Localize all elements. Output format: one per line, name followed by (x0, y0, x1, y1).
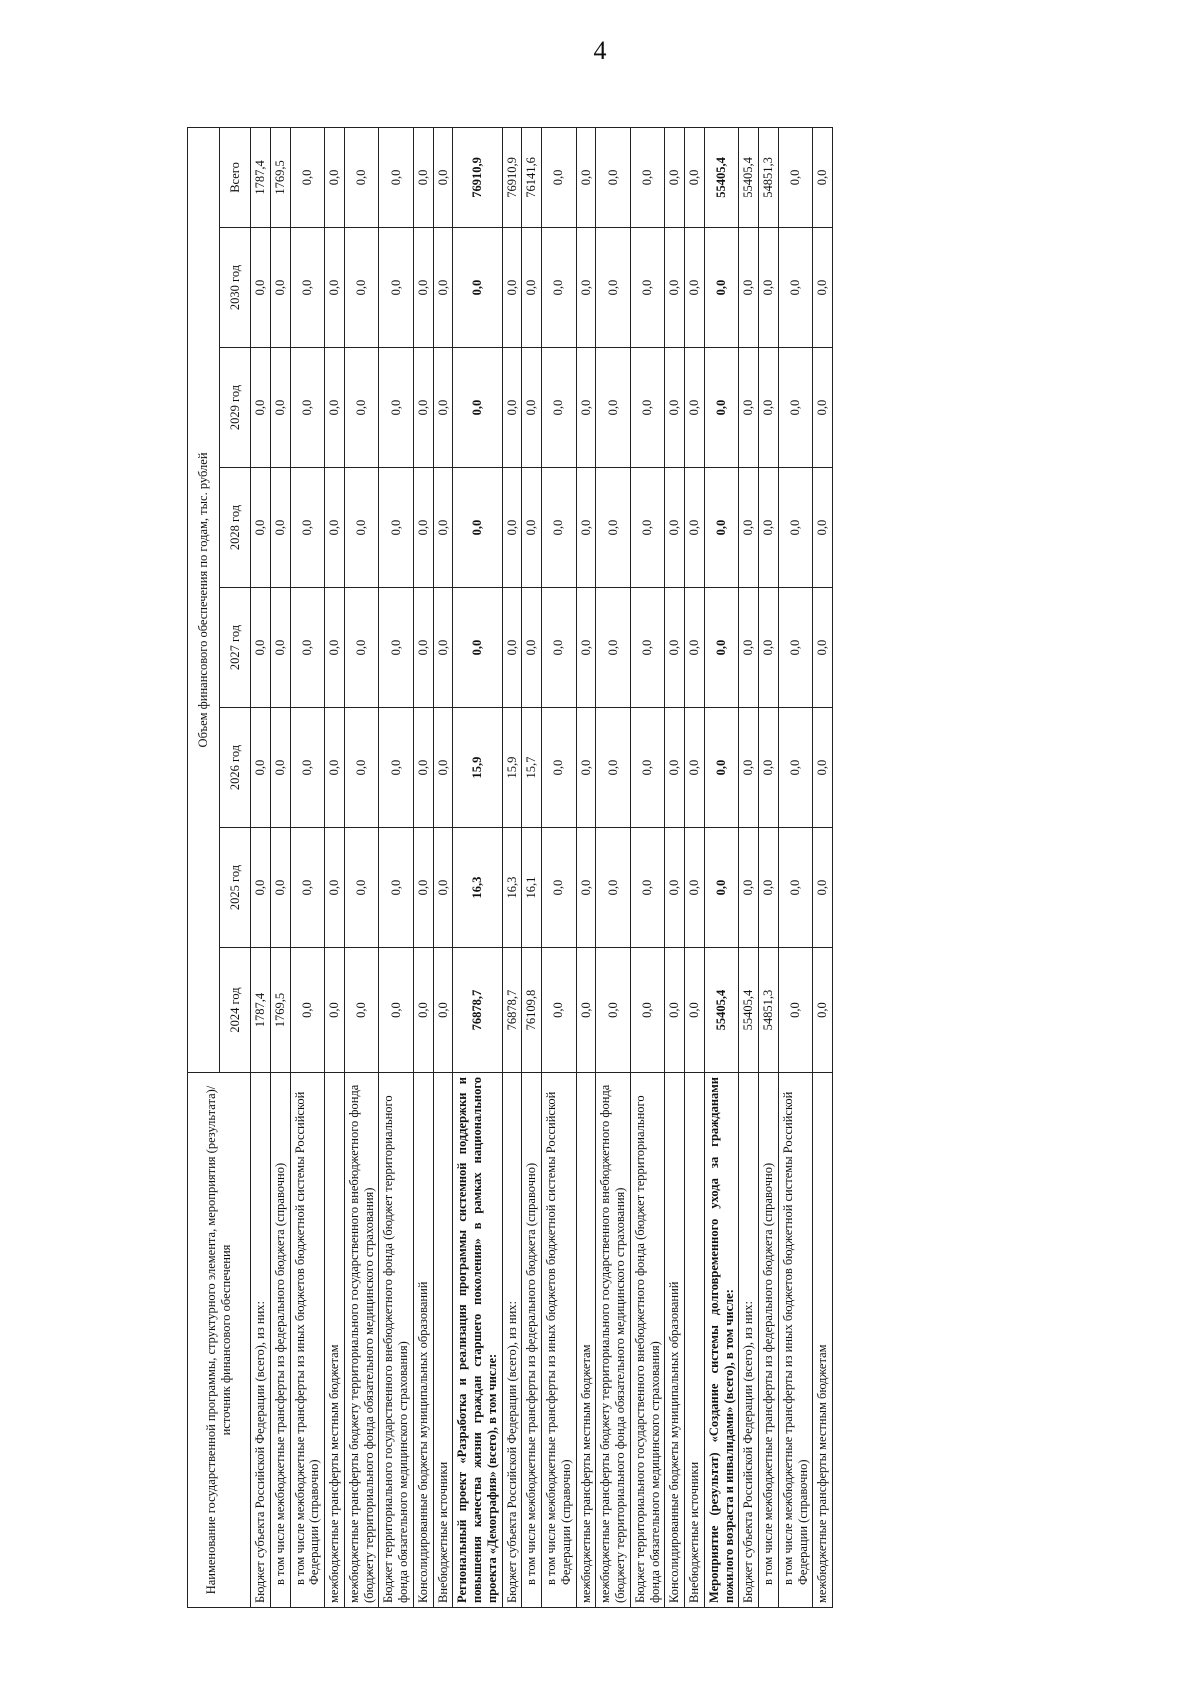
row-value: 55405,4 (739, 948, 759, 1073)
row-value: 0,0 (813, 228, 833, 348)
row-value: 0,0 (344, 588, 379, 708)
row-value: 0,0 (344, 948, 379, 1073)
row-value: 0,0 (344, 708, 379, 828)
table-row (344, 127, 379, 1607)
row-value: 0,0 (542, 948, 577, 1073)
row-value: 16,3 (453, 828, 502, 948)
row-value: 0,0 (270, 588, 290, 708)
row-value: 0,0 (778, 948, 813, 1073)
row-value: 0,0 (522, 228, 542, 348)
row-value: 0,0 (665, 828, 685, 948)
row-value: 1787,4 (251, 127, 271, 227)
row-value: 55405,4 (739, 127, 759, 227)
row-label: Бюджет территориального государственного внебюджетного фонда (бюджет территориального фонда обязательного медицинского страхования) (379, 1073, 414, 1608)
row-label: Региональный проект «Разработка и реализация программы системной поддержки и повышения качества жизни граждан старшего поколения» в рамках национального проекта «Демография» (всего), в том числе: (453, 1073, 502, 1608)
row-value: 0,0 (379, 948, 414, 1073)
row-value: 0,0 (433, 348, 453, 468)
row-value: 0,0 (685, 228, 705, 348)
row-label: Внебюджетные источники (685, 1073, 705, 1608)
header-year: 2024 год (220, 948, 251, 1073)
row-value: 0,0 (576, 708, 596, 828)
row-label: в том числе межбюджетные трансферты из иных бюджетов бюджетной системы Российской Федерации (справочно) (778, 1073, 813, 1608)
row-value: 0,0 (413, 228, 433, 348)
row-value: 0,0 (596, 588, 631, 708)
row-value: 0,0 (685, 588, 705, 708)
row-label: межбюджетные трансферты местным бюджетам (325, 1073, 345, 1608)
table-row (596, 127, 631, 1607)
row-value: 0,0 (325, 348, 345, 468)
row-value: 0,0 (739, 588, 759, 708)
row-value: 1787,4 (251, 948, 271, 1073)
row-value: 0,0 (433, 127, 453, 227)
table-row (379, 127, 414, 1607)
row-value: 0,0 (502, 588, 522, 708)
row-value: 0,0 (413, 948, 433, 1073)
row-value: 0,0 (379, 468, 414, 588)
row-value: 0,0 (344, 127, 379, 227)
header-row-1 (188, 127, 220, 1607)
row-label: Бюджет субъекта Российской Федерации (всего), из них: (251, 1073, 271, 1608)
row-value: 0,0 (630, 708, 665, 828)
row-value: 0,0 (739, 228, 759, 348)
row-value: 0,0 (251, 588, 271, 708)
row-value: 0,0 (704, 228, 739, 348)
header-year: 2028 год (220, 468, 251, 588)
row-value: 0,0 (290, 127, 325, 227)
row-value: 0,0 (704, 588, 739, 708)
row-value: 0,0 (778, 828, 813, 948)
header-year: Всего (220, 127, 251, 227)
row-label: в том числе межбюджетные трансферты из федерального бюджета (справочно) (522, 1073, 542, 1608)
row-value: 0,0 (685, 948, 705, 1073)
table-row (413, 127, 433, 1607)
row-value: 0,0 (290, 468, 325, 588)
row-value: 0,0 (759, 828, 779, 948)
row-value: 0,0 (665, 948, 685, 1073)
row-value: 0,0 (739, 708, 759, 828)
row-value: 0,0 (596, 828, 631, 948)
row-value: 0,0 (270, 348, 290, 468)
row-value: 0,0 (542, 468, 577, 588)
row-value: 0,0 (502, 348, 522, 468)
row-value: 0,0 (685, 708, 705, 828)
rotated-table-container (187, 128, 1067, 1608)
row-value: 0,0 (270, 828, 290, 948)
row-value: 0,0 (665, 468, 685, 588)
row-value: 0,0 (344, 468, 379, 588)
header-year: 2026 год (220, 708, 251, 828)
row-label: Бюджет субъекта Российской Федерации (всего), из них: (502, 1073, 522, 1608)
row-value: 0,0 (576, 127, 596, 227)
row-value: 0,0 (251, 468, 271, 588)
row-value: 0,0 (251, 828, 271, 948)
table-row (522, 127, 542, 1607)
row-value: 0,0 (344, 348, 379, 468)
page-number: 4 (593, 36, 607, 65)
row-value: 0,0 (685, 468, 705, 588)
row-value: 0,0 (759, 228, 779, 348)
row-label: в том числе межбюджетные трансферты из федерального бюджета (справочно) (759, 1073, 779, 1608)
row-value: 0,0 (379, 828, 414, 948)
row-value: 0,0 (778, 588, 813, 708)
row-value: 0,0 (778, 127, 813, 227)
row-value: 0,0 (630, 828, 665, 948)
row-value: 0,0 (542, 228, 577, 348)
row-value: 0,0 (665, 228, 685, 348)
row-value: 0,0 (344, 228, 379, 348)
financing-table (187, 127, 833, 1608)
row-value: 0,0 (813, 948, 833, 1073)
row-value: 0,0 (685, 348, 705, 468)
row-value: 0,0 (813, 127, 833, 227)
row-value: 0,0 (778, 228, 813, 348)
row-value: 0,0 (290, 348, 325, 468)
row-value: 0,0 (630, 228, 665, 348)
row-value: 0,0 (778, 708, 813, 828)
table-row (453, 127, 502, 1607)
row-value: 0,0 (433, 708, 453, 828)
row-value: 0,0 (290, 708, 325, 828)
row-value: 0,0 (630, 948, 665, 1073)
row-label: Консолидированные бюджеты муниципальных образований (413, 1073, 433, 1608)
row-label: межбюджетные трансферты местным бюджетам (813, 1073, 833, 1608)
row-value: 0,0 (413, 828, 433, 948)
row-value: 0,0 (290, 228, 325, 348)
row-value: 0,0 (596, 348, 631, 468)
row-label: Бюджет территориального государственного внебюджетного фонда (бюджет территориального фонда обязательного медицинского страхования) (630, 1073, 665, 1608)
row-value: 0,0 (325, 127, 345, 227)
row-value: 0,0 (522, 468, 542, 588)
row-value: 0,0 (290, 828, 325, 948)
row-value: 0,0 (596, 948, 631, 1073)
row-value: 0,0 (270, 468, 290, 588)
table-row (325, 127, 345, 1607)
row-value: 0,0 (413, 127, 433, 227)
row-value: 0,0 (379, 127, 414, 227)
row-value: 0,0 (270, 228, 290, 348)
row-value: 0,0 (379, 348, 414, 468)
row-value: 54851,3 (759, 948, 779, 1073)
row-value: 0,0 (270, 708, 290, 828)
row-value: 0,0 (542, 588, 577, 708)
row-value: 55405,4 (704, 948, 739, 1073)
row-value: 0,0 (433, 828, 453, 948)
row-value: 0,0 (433, 468, 453, 588)
row-value: 0,0 (413, 588, 433, 708)
table-row (433, 127, 453, 1607)
row-value: 0,0 (739, 348, 759, 468)
row-value: 0,0 (576, 828, 596, 948)
row-value: 0,0 (685, 127, 705, 227)
row-value: 0,0 (502, 468, 522, 588)
row-value: 0,0 (413, 708, 433, 828)
row-value: 0,0 (290, 588, 325, 708)
row-value: 0,0 (576, 228, 596, 348)
row-value: 0,0 (542, 127, 577, 227)
table-row (759, 127, 779, 1607)
header-year: 2029 год (220, 348, 251, 468)
row-value: 0,0 (325, 588, 345, 708)
row-value: 0,0 (778, 348, 813, 468)
row-value: 0,0 (453, 468, 502, 588)
row-value: 0,0 (665, 127, 685, 227)
row-value: 0,0 (596, 708, 631, 828)
header-volume: Объем финансового обеспечения по годам, тыс. рублей (188, 127, 220, 1072)
row-value: 0,0 (290, 948, 325, 1073)
table-row (665, 127, 685, 1607)
row-value: 0,0 (433, 588, 453, 708)
row-value: 0,0 (630, 468, 665, 588)
row-label: Бюджет субъекта Российской Федерации (всего), из них: (739, 1073, 759, 1608)
row-value: 0,0 (325, 828, 345, 948)
table-row (685, 127, 705, 1607)
row-value: 0,0 (759, 348, 779, 468)
row-value: 0,0 (433, 228, 453, 348)
row-value: 0,0 (665, 708, 685, 828)
row-label: в том числе межбюджетные трансферты из иных бюджетов бюджетной системы Российской Федерации (справочно) (290, 1073, 325, 1608)
row-value: 16,3 (502, 828, 522, 948)
row-value: 0,0 (778, 468, 813, 588)
row-value: 0,0 (813, 588, 833, 708)
row-value: 16,1 (522, 828, 542, 948)
row-label: в том числе межбюджетные трансферты из иных бюджетов бюджетной системы Российской Федерации (справочно) (542, 1073, 577, 1608)
row-value: 15,9 (453, 708, 502, 828)
row-value: 0,0 (576, 948, 596, 1073)
row-value: 0,0 (704, 468, 739, 588)
table-row (739, 127, 759, 1607)
table-row (778, 127, 813, 1607)
row-value: 0,0 (576, 588, 596, 708)
row-value: 0,0 (759, 588, 779, 708)
row-value: 15,9 (502, 708, 522, 828)
row-value: 0,0 (542, 348, 577, 468)
row-value: 0,0 (704, 708, 739, 828)
row-label: межбюджетные трансферты бюджету территориального государственного внебюджетного фонда (бюджету территориального фонда обязательного медицинского страхования) (596, 1073, 631, 1608)
row-value: 0,0 (704, 348, 739, 468)
header-year: 2030 год (220, 228, 251, 348)
row-value: 0,0 (813, 348, 833, 468)
row-label: Мероприятие (результат) «Создание системы долговременного ухода за гражданами пожилого возраста и инвалидами» (всего), в том числе: (704, 1073, 739, 1608)
row-value: 1769,5 (270, 127, 290, 227)
table-row (704, 127, 739, 1607)
row-value: 0,0 (542, 828, 577, 948)
row-value: 0,0 (813, 828, 833, 948)
row-value: 0,0 (596, 127, 631, 227)
row-value: 0,0 (665, 588, 685, 708)
row-value: 0,0 (596, 228, 631, 348)
row-value: 0,0 (596, 468, 631, 588)
row-value: 0,0 (379, 708, 414, 828)
row-value: 55405,4 (704, 127, 739, 227)
row-value: 76878,7 (502, 948, 522, 1073)
row-value: 0,0 (251, 708, 271, 828)
row-value: 0,0 (453, 588, 502, 708)
table-row (502, 127, 522, 1607)
row-value: 0,0 (413, 348, 433, 468)
row-value: 0,0 (251, 348, 271, 468)
row-value: 76910,9 (453, 127, 502, 227)
row-value: 0,0 (630, 127, 665, 227)
row-value: 0,0 (379, 588, 414, 708)
header-name: Наименование государственной программы, структурного элемента, мероприятия (результата)/источник финансового обеспечения (188, 1073, 251, 1608)
header-year: 2027 год (220, 588, 251, 708)
row-value: 76109,8 (522, 948, 542, 1073)
table-row (576, 127, 596, 1607)
row-label: Консолидированные бюджеты муниципальных образований (665, 1073, 685, 1608)
row-value: 0,0 (759, 708, 779, 828)
table-body (251, 127, 833, 1607)
row-value: 0,0 (453, 348, 502, 468)
row-value: 0,0 (630, 588, 665, 708)
table-row (630, 127, 665, 1607)
row-value: 0,0 (413, 468, 433, 588)
row-label: Внебюджетные источники (433, 1073, 453, 1608)
row-value: 0,0 (379, 228, 414, 348)
row-value: 0,0 (502, 228, 522, 348)
row-value: 0,0 (576, 468, 596, 588)
row-value: 54851,3 (759, 127, 779, 227)
row-value: 0,0 (704, 828, 739, 948)
row-label: в том числе межбюджетные трансферты из федерального бюджета (справочно) (270, 1073, 290, 1608)
row-value: 76910,9 (502, 127, 522, 227)
row-value: 0,0 (739, 468, 759, 588)
row-label: межбюджетные трансферты местным бюджетам (576, 1073, 596, 1608)
row-value: 0,0 (344, 828, 379, 948)
row-value: 76878,7 (453, 948, 502, 1073)
row-value: 0,0 (739, 828, 759, 948)
row-value: 0,0 (685, 828, 705, 948)
row-value: 0,0 (453, 228, 502, 348)
header-year: 2025 год (220, 828, 251, 948)
table-row (813, 127, 833, 1607)
row-value: 0,0 (522, 588, 542, 708)
table-row (290, 127, 325, 1607)
row-value: 0,0 (325, 468, 345, 588)
row-value: 0,0 (251, 228, 271, 348)
row-value: 0,0 (522, 348, 542, 468)
row-value: 0,0 (325, 708, 345, 828)
row-value: 0,0 (630, 348, 665, 468)
row-value: 0,0 (325, 228, 345, 348)
table-row (251, 127, 271, 1607)
row-value: 0,0 (813, 708, 833, 828)
row-value: 0,0 (433, 948, 453, 1073)
row-value: 76141,6 (522, 127, 542, 227)
row-value: 0,0 (325, 948, 345, 1073)
row-value: 0,0 (542, 708, 577, 828)
row-value: 15,7 (522, 708, 542, 828)
row-value: 0,0 (665, 348, 685, 468)
row-label: межбюджетные трансферты бюджету территориального государственного внебюджетного фонда (бюджету территориального фонда обязательного медицинского страхования) (344, 1073, 379, 1608)
row-value: 1769,5 (270, 948, 290, 1073)
table-row (542, 127, 577, 1607)
row-value: 0,0 (576, 348, 596, 468)
row-value: 0,0 (813, 468, 833, 588)
table-row (270, 127, 290, 1607)
row-value: 0,0 (759, 468, 779, 588)
